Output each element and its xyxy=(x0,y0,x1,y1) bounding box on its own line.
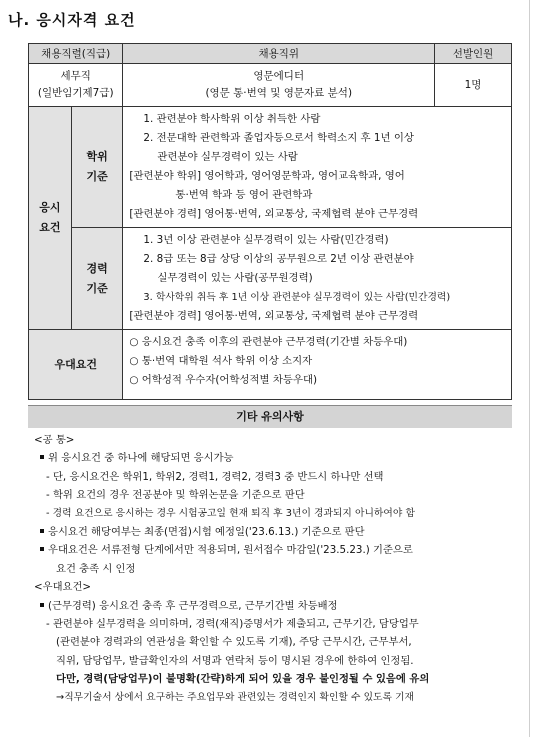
job-position: 영문에디터 xyxy=(253,70,305,82)
job-series: 세무직 xyxy=(60,70,91,82)
header-series: 채용직렬(직급) xyxy=(29,44,123,64)
career-row xyxy=(29,228,512,330)
job-position-cell xyxy=(123,64,435,107)
career-content xyxy=(123,228,512,330)
preference-line: ○ 통·번역 대학원 석사 학위 이상 소지자 xyxy=(129,355,313,367)
table-header-row xyxy=(29,44,512,64)
bullet-icon xyxy=(40,547,44,551)
career-line: 1. 3년 이상 관련분야 실무경력이 있는 사람(민간경력) xyxy=(143,234,389,246)
career-label-text: 경력 기준 xyxy=(86,261,108,295)
job-row xyxy=(29,64,512,107)
preference-note-warning: 다만, 경력(담당업무)이 불명확(간략)하게 되어 있을 경우 불인정될 수 있음에 유의 xyxy=(56,673,430,686)
degree-content xyxy=(123,107,512,228)
preference-line: ○ 응시요건 충족 이후의 관련분야 근무경력(기간별 차등우대) xyxy=(129,336,408,348)
job-series-cell xyxy=(29,64,123,107)
requirements-label-text: 응시 요건 xyxy=(39,201,61,234)
degree-row xyxy=(29,107,512,228)
recruitment-table xyxy=(28,43,512,400)
degree-line: [관련분야 경력] 영어통·번역, 외교통상, 국제협력 분야 근무경력 xyxy=(129,208,419,220)
common-heading: <공 통> xyxy=(34,434,75,446)
bullet-icon xyxy=(40,455,44,459)
preference-note: 직위, 담당업무, 발급확인자의 서명과 연락처 등이 명시된 경우에 한하여 인정됨. xyxy=(56,654,414,667)
degree-line: 2. 전문대학 관련학과 졸업자등으로서 학력소지 후 1년 이상 xyxy=(143,132,414,144)
common-item: - 경력 요건으로 응시하는 경우 시험공고일 현재 퇴직 후 3년이 경과되지 아니하여야 함 xyxy=(46,507,415,519)
header-count: 선발인원 xyxy=(435,44,512,64)
preference-note: (관련분야 경력과의 연관성을 확인할 수 있도록 기재), 주당 근무시간, 근무부서, xyxy=(56,636,412,649)
job-count: 1명 xyxy=(435,64,512,107)
common-item: - 학위 요건의 경우 전공분야 및 학위논문을 기준으로 판단 xyxy=(46,489,305,502)
degree-line: 1. 관련분야 학사학위 이상 취득한 사람 xyxy=(143,113,321,125)
requirements-label xyxy=(29,107,72,330)
preference-heading: <우대요건> xyxy=(34,581,92,594)
notice-title-bar: 기타 유의사항 xyxy=(28,405,512,428)
career-line: 2. 8급 또는 8급 상당 이상의 공무원으로 2년 이상 관련분야 xyxy=(143,253,414,265)
preference-line: ○ 어학성적 우수자(어학성적별 차등우대) xyxy=(129,374,318,386)
career-label xyxy=(71,228,123,330)
preference-note: →직무기술서 상에서 요구하는 주요업무와 관련있는 경력인지 확인할 수 있도록 기재 xyxy=(56,691,415,703)
preference-row xyxy=(29,330,512,400)
career-line: 실무경력이 있는 사람(공무원경력) xyxy=(157,272,313,284)
bullet-icon xyxy=(40,603,44,607)
preference-note xyxy=(34,597,516,615)
common-item-text: 우대요건은 서류전형 단계에서만 적용되며, 원서접수 마감일('23.5.23.) 기준으로 xyxy=(48,544,413,557)
common-item xyxy=(34,541,516,559)
section-title: 나. 응시자격 요건 xyxy=(8,11,136,29)
notice-body xyxy=(34,431,516,707)
degree-label xyxy=(71,107,123,228)
common-item xyxy=(34,523,516,541)
preference-note: - 관련분야 실무경력을 의미하며, 경력(재직)증명서가 제출되고, 근무기간, 담당업무 xyxy=(46,618,419,631)
common-item-text: 응시요건 해당여부는 최종(면접)시험 예정일('23.6.13.) 기준으로 판단 xyxy=(48,526,365,539)
degree-label-text: 학위 기준 xyxy=(86,150,108,183)
degree-line: 통·번역 학과 등 영어 관련학과 xyxy=(175,189,313,201)
common-item: - 단, 응시요건은 학위1, 학위2, 경력1, 경력2, 경력3 중 반드시 하나만 선택 xyxy=(46,470,384,483)
common-item: 요건 충족 시 인정 xyxy=(56,562,136,575)
preference-note-text: (근무경력) 응시요건 충족 후 근무경력으로, 근무기간별 차등배정 xyxy=(48,599,338,612)
career-line: 3. 학사학위 취득 후 1년 이상 관련분야 실무경력이 있는 사람(민간경력) xyxy=(143,292,451,303)
job-duty: (영문 통·번역 및 영문자료 분석) xyxy=(205,87,353,99)
career-line: [관련분야 경력] 영어통·번역, 외교통상, 국제협력 분야 근무경력 xyxy=(129,310,419,322)
job-grade: (일반임기제7급) xyxy=(37,87,114,99)
degree-line: [관련분야 학위] 영어학과, 영어영문학과, 영어교육학과, 영어 xyxy=(129,170,405,182)
bullet-icon xyxy=(40,529,44,533)
page-edge-rule xyxy=(529,0,530,737)
common-item xyxy=(34,449,516,467)
preference-label: 우대요건 xyxy=(29,330,123,400)
common-item-text: 위 응시요건 중 하나에 해당되면 응시가능 xyxy=(48,452,234,465)
preference-content xyxy=(123,330,512,400)
header-position: 채용직위 xyxy=(123,44,435,64)
degree-line: 관련분야 실무경력이 있는 사람 xyxy=(157,151,298,163)
